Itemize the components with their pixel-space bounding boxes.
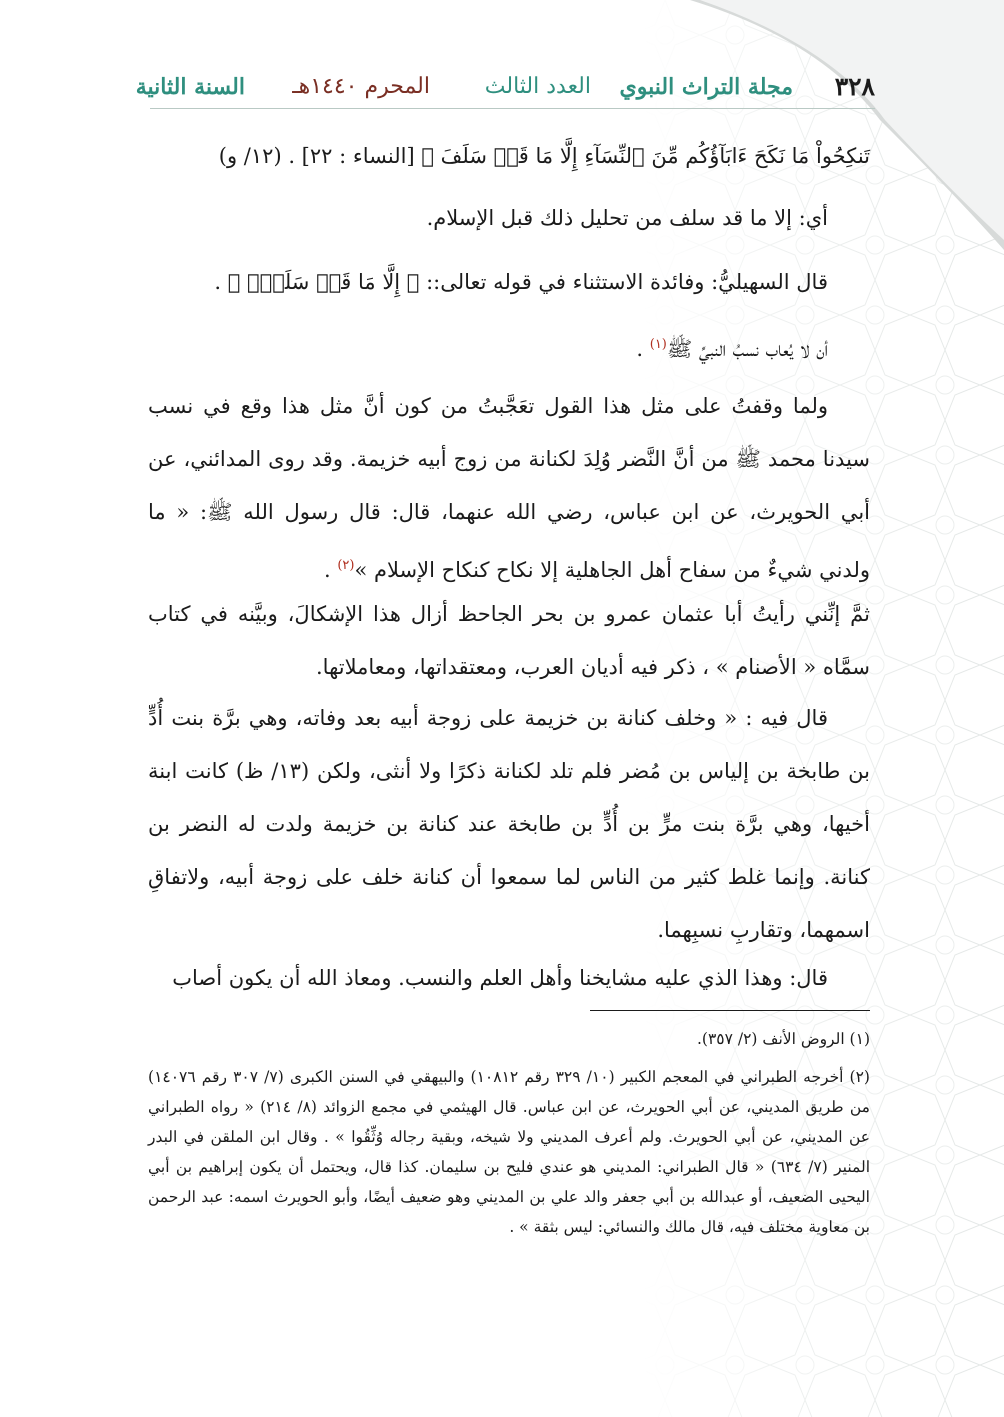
- paragraph-4-end: .: [636, 337, 650, 361]
- paragraph-5-text: ولما وقفتُ على مثل هذا القول تعَجَّبتُ من كون أنَّ مثل هذا وقع في نسب سيدنا محمد ﷺ من أنَّ النَّضر وُلِدَ لكنانة من زوج أبيه خزيمة. وقد روى المدائني، عن أبي الحويرث، عن ابن عباس، رضي الله عنهما، قال: قال رسول الله ﷺ: « ما ولدني شيءٌ من سفاح أهل الجاهلية إلا نكاح كنكاح الإسلام »: [148, 394, 870, 582]
- paragraph-3: [148, 256, 870, 309]
- paragraph-5: [148, 380, 870, 597]
- paragraph-2: أي: إلا ما قد سلف من تحليل ذلك قبل الإسلام.: [426, 206, 828, 230]
- paragraph-3-end: .: [214, 270, 228, 294]
- paragraph-4: [148, 318, 870, 376]
- footnote-2: (٢) أخرجه الطبراني في المعجم الكبير (١٠/ ٣٢٩ رقم ١٠٨١٢) والبيهقي في السنن الكبرى (٧/ ٣٠٧ رقم ١٤٠٧٦) من طريق المديني، عن أبي الحويرث، عن ابن عباس. قال الهيثمي في مجمع الزوائد (٨/ ٢١٤) « رواه الطبراني عن المديني، عن أبي الحويرث. ولم أعرف المديني ولا شيخه، وبقية رجاله وُثِّقُوا » . وقال ابن الملقن في البدر المنير (٧/ ٦٣٤) « قال الطبراني: المديني هو عندي فليح بن سليمان. كذا قال، ويحتمل أن يكون إبراهيم بن أبي اليحيى الضعيف، أو عبدالله بن أبي جعفر والد علي بن المديني وهو ضعيف أيضًا، وأبو الحويرث اسمه: عبد الرحمن بن معاوية مختلف فيه، قال مالك والنسائي: ليس بثقة » .: [148, 1068, 870, 1236]
- paragraph-6: ثمَّ إنِّني رأيتُ أبا عثمان عمرو بن بحر الجاحظ أزال هذا الإشكالَ، وبيَّنه في كتاب سمَّاه « الأصنام » ، ذكر فيه أديان العرب، ومعتقداتها، ومعاملاتها.: [148, 602, 870, 679]
- issue-label: العدد الثالث: [484, 74, 591, 99]
- paragraph-quran-verse: [148, 130, 870, 183]
- journal-name: مجلة التراث النبوي: [619, 74, 793, 100]
- paragraph-7: قال فيه : « وخلف كنانة بن خزيمة على زوجة أبيه بعد وفاته، وهي برَّة بنت أُدٍّ بن طابخة بن إلياس بن مُضر فلم تلد لكنانة ذكرًا ولا أنثى، ولكن (١٣/ ظ) كانت ابنة أخيها، وهي برَّة بنت مرٍّ بن أُدٍّ بن طابخة عند كنانة بن خزيمة ولدت له النضر بن كنانة. وإنما غلط كثير من الناس لما سمعوا أن كنانة خلف على زوجة أبيه، ولاتفاقِ اسمهما، وتقاربِ نسبِهما.: [148, 706, 870, 942]
- footnote-1: (١) الروض الأنف (٢/ ٣٥٧).: [696, 1030, 870, 1048]
- footnote-ref-2: (٢): [337, 558, 355, 573]
- footnotes: [148, 1024, 870, 1250]
- quran-brace: ﴾: [421, 144, 434, 168]
- verse-reference: [النساء : ٢٢] . (١٢/ و): [218, 144, 415, 168]
- main-text: [148, 130, 870, 1000]
- year-label: السنة الثانية: [135, 74, 245, 100]
- footnote-ref-1: (١): [649, 337, 667, 352]
- header-divider: [150, 108, 875, 109]
- paragraph-4-text: أن لا يُعاب نسبُ النبيِّ ﷺ: [666, 337, 828, 361]
- quran-verse: تَنكِحُواْ مَا نَكَحَ ءَابَآؤُكُم مِّنَ ٱلنِّسَآءِ إِلَّا مَا قَدۡ سَلَفَ: [440, 144, 870, 168]
- paragraph-5-end: .: [323, 558, 338, 582]
- paragraph-8: قال: وهذا الذي عليه مشايخنا وأهل العلم والنسب. ومعاذ الله أن يكون أصاب: [172, 966, 828, 990]
- issue-date: المحرم ١٤٤٠هـ: [292, 74, 430, 99]
- footnote-divider: [590, 1010, 870, 1011]
- quran-quote: ﴿ إِلَّا مَا قَدۡ سَلَفَۚ ﴾: [227, 270, 420, 294]
- page-number: ٣٢٨: [834, 72, 875, 101]
- paragraph-3-text: قال السهيليُّ: وفائدة الاستثناء في قوله تعالى::: [419, 270, 828, 294]
- running-header: [135, 66, 875, 110]
